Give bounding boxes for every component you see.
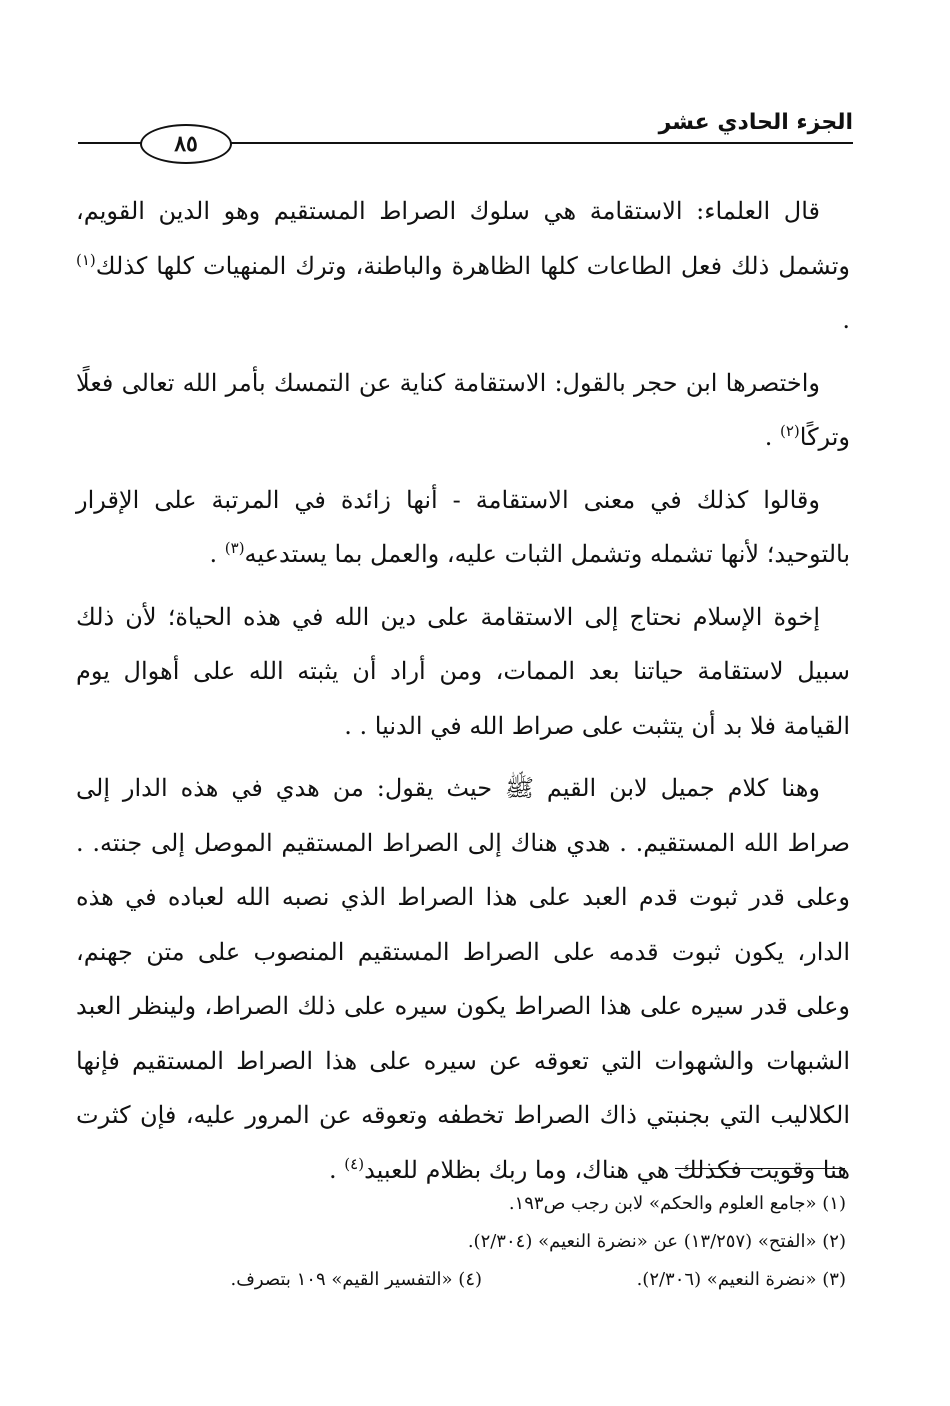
paragraph-4 — [76, 590, 850, 754]
page-number: ٨٥ — [140, 124, 232, 164]
paragraph-2-text: واختصرها ابن حجر بالقول: الاستقامة كناية عن التمسك بأمر الله تعالى فعلًا وتركًا — [76, 368, 850, 451]
paragraph-1: قال العلماء: الاستقامة هي سلوك الصراط المستقيم وهو الدين القويم، وتشمل ذلك فعل الطاعات كلها الظاهرة والباطنة، وترك المنهيات كلها كذلك$^{(١)}$ . — [76, 197, 850, 334]
footnote-4: (٤) «التفسير القيم» ١٠٩ بتصرف. — [230, 1269, 483, 1290]
paragraph-5-text: وهنا كلام جميل لابن القيم ﷺ حيث يقول: من هدي في هذه الدار إلى صراط الله المستقيم. . هدي هناك إلى الصراط المستقيم الموصل إلى جنته. . وعلى قدر ثبوت قدم العبد على هذا الصراط الذي نصبه الله لعباده في هذه الدار، يكون ثبوت قدمه على الصراط المستقيم المنصوب على متن جهنم، وعلى قدر سيره على هذا الصراط يكون سيره على ذلك الصراط، ولينظر العبد الشبهات والشهوات التي تعوقه عن سيره على هذا الصراط المستقيم فإنها الكلاليب التي بجنبتي ذاك الصراط تخطفه وتعوقه عن المرور عليه، فإن كثرت هنا وقويت فكذلك هي هناك، وما ربك بظلام للعبيد — [76, 774, 850, 1184]
footnotes — [76, 1185, 846, 1299]
paragraph-4-text: إخوة الإسلام نحتاج إلى الاستقامة على دين الله في هذه الحياة؛ لأن ذلك سبيل لاستقامة حياتنا بعد الممات، ومن أراد أن يثبته الله على أهوال يوم القيامة فلا بد أن يتثبت على صراط الله في الدنيا . . — [76, 602, 850, 740]
paragraph-1-text: قال العلماء: الاستقامة هي سلوك الصراط المستقيم وهو الدين القويم، وتشمل ذلك فعل الطاعات كلها الظاهرة والباطنة، وترك المنهيات كلها كذلك — [76, 197, 850, 280]
footnote-line — [76, 1261, 846, 1299]
paragraph-3: وقالوا كذلك في معنى الاستقامة - أنها زائدة في المرتبة على الإقرار بالتوحيد؛ لأنها تشمله وتشمل الثبات عليه، والعمل بما يستدعيه$^{(٣)}$ . — [76, 485, 850, 568]
footnote-separator — [675, 1168, 845, 1169]
footnote-1: (١) «جامع العلوم والحكم» لابن رجب ص١٩٣. — [508, 1193, 846, 1214]
page-header — [78, 104, 853, 164]
paragraph-5: وهنا كلام جميل لابن القيم ﷺ حيث يقول: من هدي في هذه الدار إلى صراط الله المستقيم. . هدي هناك إلى الصراط المستقيم الموصل إلى جنته. . وعلى قدر ثبوت قدم العبد على هذا الصراط الذي نصبه الله لعباده في هذه الدار، يكون ثبوت قدمه على الصراط المستقيم المنصوب على متن جهنم، وعلى قدر سيره على هذا الصراط يكون سيره على ذلك الصراط، ولينظر العبد الشبهات والشهوات التي تعوقه عن سيره على هذا الصراط المستقيم فإنها الكلاليب التي بجنبتي ذاك الصراط تخطفه وتعوقه عن المرور عليه، فإن كثرت هنا وقويت فكذلك هي هناك، وما ربك بظلام للعبيد$^{(٤)}$ . — [76, 774, 850, 1184]
paragraph-3-text: وقالوا كذلك في معنى الاستقامة - أنها زائدة في المرتبة على الإقرار بالتوحيد؛ لأنها تشمله وتشمل الثبات عليه، والعمل بما يستدعيه — [76, 485, 850, 568]
footnote-line — [76, 1223, 846, 1261]
footnote-3: (٣) «نضرة النعيم» (٢/٣٠٦). — [636, 1269, 846, 1290]
footnote-ref-4: (٤) — [344, 1154, 365, 1173]
running-title: الجزء الحادي عشر — [658, 110, 853, 135]
footnote-ref-1: (١) — [76, 250, 96, 269]
paragraph-2: واختصرها ابن حجر بالقول: الاستقامة كناية عن التمسك بأمر الله تعالى فعلًا وتركًا$^{(٢)}$ . — [76, 368, 850, 451]
footnote-2: (٢) «الفتح» (١٣/٢٥٧) عن «نضرة النعيم» (٢/٣٠٤). — [467, 1231, 846, 1252]
footnote-ref-3: (٣) — [224, 539, 245, 557]
main-text — [76, 184, 850, 1205]
footnote-line — [76, 1185, 846, 1223]
footnote-ref-2: (٢) — [779, 422, 800, 440]
